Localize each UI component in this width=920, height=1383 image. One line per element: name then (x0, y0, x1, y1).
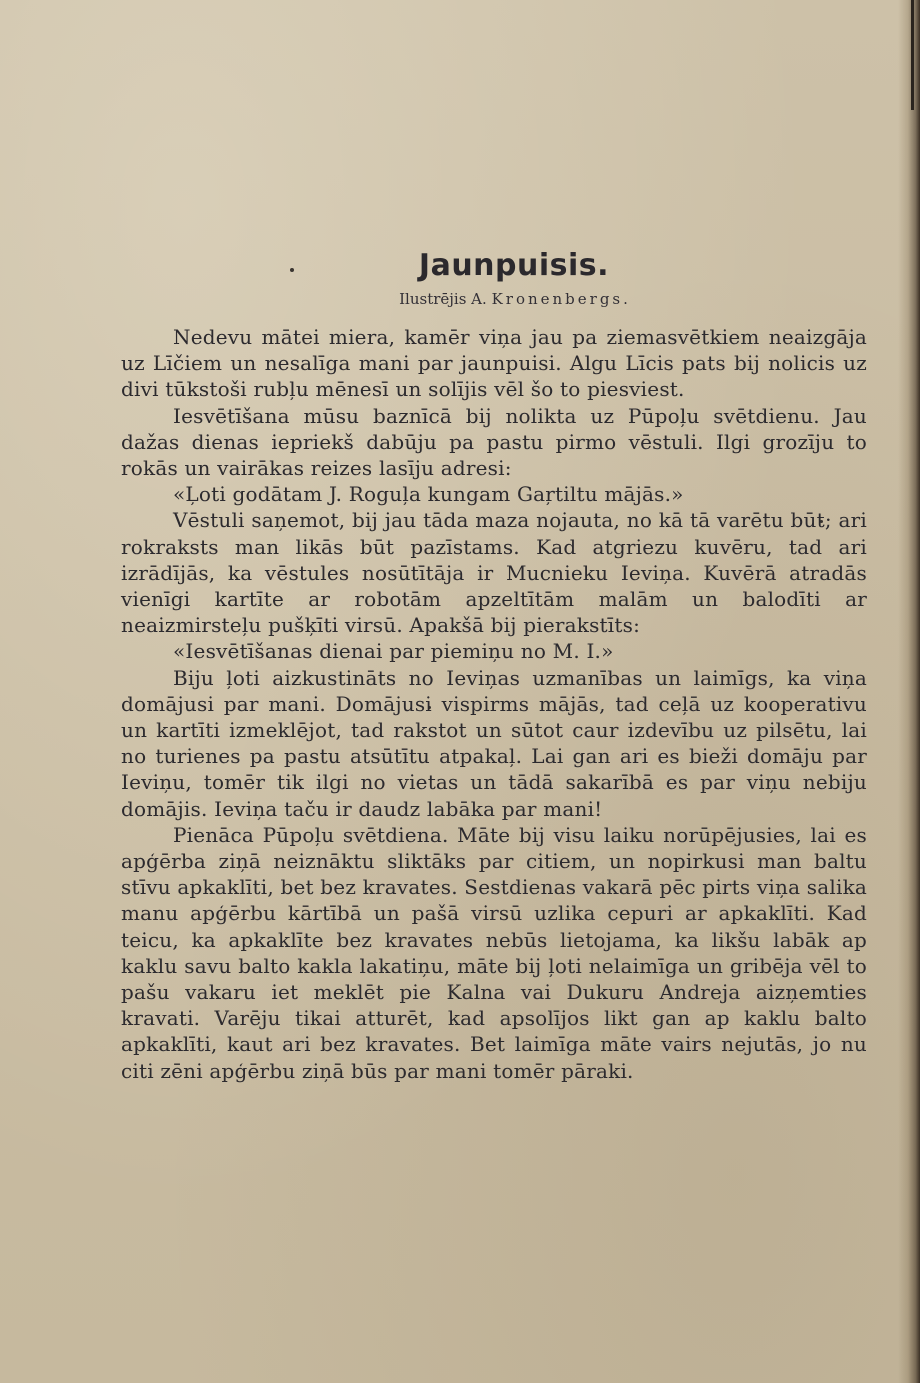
paragraph: Pienāca Pūpoļu svētdiena. Māte bij visu laiku norūpējusies, lai es apģērba ziņā neiznāktu sliktāks par citiem, un nopirkusi man baltu stīvu apkaklīti, bet bez kravates. Sestdienas vakarā pēc pirts viņa salika manu apģērbu kārtībā un pašā virsū uzlika cepuri ar apkaklīti. Kad teicu, ka apkaklīte bez kravates nebūs lietojama, ka likšu labāk ap kaklu savu balto kakla lakatiņu, māte bij ļoti nelaimīga un gribēja vēl to pašu vakaru iet meklēt pie Kalna vai Dukuru Andreja aizņemties kravati. Varēju tikai atturēt, kad apsolījos likt gan ap kaklu balto apkaklīti, kaut ari bez kravates. Bet laimīga māte vairs nejutās, jo nu citi zēni apģērbu ziņā būs par mani tomēr pāraki. (121, 822, 868, 1083)
paragraph: Vēstuli saņemot, bij jau tāda maza nojauta, no kā tā varētu būt; ari rokraksts man likās būt pazīstams. Kad atgriezu kuvēru, tad ari izrādījās, ka vēstules nosūtītāja ir Mucnieku Ieviņa. Kuvērā atradās vienīgi kartīte ar robotām apzeltītām malām un balodīti ar neaizmirsteļu pušķīti virsū. Apakšā bij pierakstīts: (121, 508, 867, 638)
story-page (121, 246, 867, 1084)
quoted-inscription: «Iesvētīšanas dienai par piemiņu no M. I.» (173, 639, 614, 664)
binding-mark (911, 0, 914, 110)
illustrator-label: Ilustrējis A. (399, 290, 487, 308)
illustrator-name: Kronenbergs. (491, 290, 631, 308)
illustrator-credit (163, 288, 867, 310)
paragraph: Iesvētīšana mūsu baznīcā bij nolikta uz Pūpoļu svētdienu. Jau dažas dienas iepriekš dabūju pa pastu pirmo vēstuli. Ilgi grozīju to rokās un vairākas reizes lasīju adresi: (121, 403, 867, 481)
paragraph: Nedevu mātei miera, kamēr viņa jau pa ziemasvētkiem neaizgāja uz Līčiem un nesalīga mani par jaunpuisi. Algu Līcis pats bij nolicis uz divi tūkstoši rubļu mēnesī un solījis vēl šo to piesviest. (121, 325, 867, 402)
paragraph: Biju ļoti aizkustināts no Ieviņas uzmanības un laimīgs, ka viņa domājusi par mani. Domājusi vispirms mājās, tad ceļā uz kooperativu un kartīti izmeklējot, tad rakstot un sūtot caur izdevību uz pilsētu, lai no turienes pa pastu atsūtītu atpakaļ. Lai gan ari es bieži domāju par Ieviņu, tomēr tik ilgi no vietas un tādā sakarībā es par viņu nebiju domājis. Ieviņa taču ir daudz labāka par mani! (121, 665, 867, 821)
page-edge-shadow (898, 0, 920, 1383)
story-body (121, 324, 867, 1084)
story-title: Jaunpuisis. (418, 248, 610, 283)
quoted-address: «Ļoti godātam J. Roguļa kungam Gaŗtiltu mājās.» (173, 482, 684, 507)
